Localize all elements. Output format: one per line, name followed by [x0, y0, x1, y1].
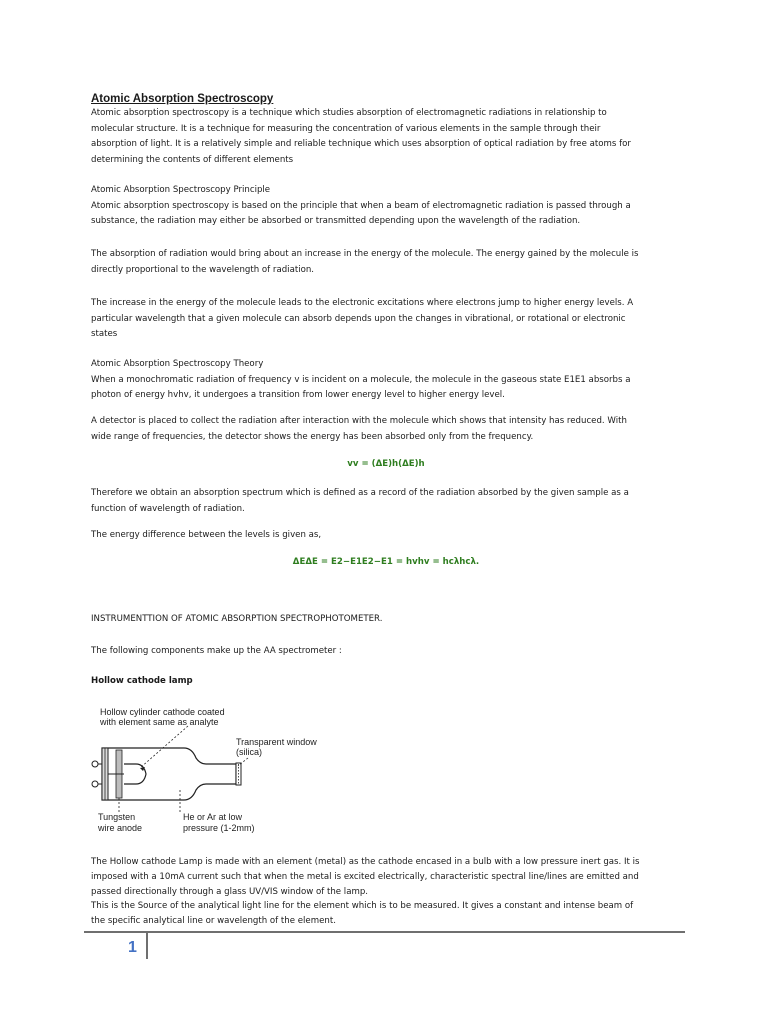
label-gas-line2: pressure (1-2mm): [183, 823, 255, 833]
instrumentation-heading: INSTRUMENTTION OF ATOMIC ABSORPTION SPECTROPHOTOMETER.: [91, 614, 383, 624]
hollow-cathode-lamp-diagram: [88, 700, 333, 840]
theory-section: [91, 357, 681, 404]
theory-line: When a monochromatic radiation of frequency v is incident on a molecule, the molecule in the gaseous state E1E1 absorbs a: [91, 374, 631, 385]
principle-line: substance, the radiation may either be absorbed or transmitted depending upon the wavelength of the radiation.: [91, 216, 581, 226]
terminal-bottom: [92, 781, 98, 787]
theory-heading: Atomic Absorption Spectroscopy Theory: [91, 359, 264, 369]
page-number-divider: [146, 933, 148, 959]
detector-line: A detector is placed to collect the radiation after interaction with the molecule which shows that intensity has reduced. With: [91, 416, 627, 426]
intro-paragraph: [91, 106, 681, 168]
absorption-paragraph: [91, 247, 681, 278]
energy-difference-text: The energy difference between the levels is given as,: [91, 530, 322, 540]
increase-line: states: [91, 329, 118, 339]
components-text: The following components make up the AA spectrometer :: [91, 646, 342, 656]
spectrum-line: function of wavelength of radiation.: [91, 503, 245, 514]
page-number: 1: [128, 939, 137, 956]
lamp-heading: Hollow cathode lamp: [91, 676, 193, 686]
principle-section: [91, 183, 681, 230]
principle-heading: Atomic Absorption Spectroscopy Principle: [91, 185, 271, 195]
spectrum-line: Therefore we obtain an absorption spectrum which is defined as a record of the radiation absorbed by the given sample as a: [91, 488, 629, 498]
label-window-line2: (silica): [236, 747, 262, 757]
absorption-line: directly proportional to the wavelength of radiation.: [91, 264, 315, 275]
spectrum-paragraph: [91, 486, 681, 517]
increase-paragraph: [91, 296, 681, 343]
intro-line: determining the contents of different elements: [91, 154, 294, 165]
lamp-paragraph: [91, 855, 681, 929]
principle-line: Atomic absorption spectroscopy is based on the principle that when a beam of electromagnetic radiation is passed through a: [91, 200, 631, 211]
theory-line: photon of energy hvhv, it undergoes a transition from lower energy level to higher energy level.: [91, 390, 505, 400]
intro-line: molecular structure. It is a technique for measuring the concentration of various elements in the sample through their: [91, 123, 601, 134]
lamp-line: passed directionally through a glass UV/VIS window of the lamp.: [91, 886, 369, 897]
label-anode-line1: Tungsten: [98, 812, 136, 822]
intro-line: Atomic absorption spectroscopy is a technique which studies absorption of electromagnetic radiations in relationship to: [91, 108, 607, 118]
label-gas-line1: He or Ar at low: [183, 812, 243, 822]
increase-line: particular wavelength that a given molecule can absorb depends upon the changes in vibrational, or rotational or electronic: [91, 313, 626, 324]
lamp-line: This is the Source of the analytical light line for the element which is to be measured. It gives a constant and intense beam of: [91, 901, 634, 912]
label-anode-line2: wire anode: [98, 823, 143, 833]
increase-line: The increase in the energy of the molecule leads to the electronic excitations where electrons jump to higher energy levels. A: [91, 298, 634, 308]
footer-rule: [84, 931, 685, 933]
label-cathode-line1: Hollow cylinder cathode coated: [100, 707, 225, 717]
document-title: Atomic Absorption Spectroscopy: [91, 93, 274, 105]
label-window-line1: Transparent window: [236, 737, 317, 747]
lamp-line: imposed with a 10mA current such that when the metal is excited electrically, characteristic spectral line/lines are emitted and: [91, 871, 639, 882]
terminal-top: [92, 761, 98, 767]
detector-line: wide range of frequencies, the detector shows the energy has been absorbed only from the frequency.: [91, 431, 534, 442]
detector-paragraph: [91, 414, 681, 445]
label-cathode-line2: with element same as analyte: [100, 717, 219, 727]
equation-energy: ΔEΔE = E2−E1E2−E1 = hvhv = hcλhcλ.: [292, 557, 480, 567]
absorption-line: The absorption of radiation would bring about an increase in the energy of the molecule. The energy gained by the molecule is: [91, 249, 639, 259]
lamp-line: the specific analytical line or wavelength of the element.: [91, 916, 336, 927]
equation-frequency: vv = (ΔE)h(ΔE)h: [347, 459, 425, 469]
lamp-line: The Hollow cathode Lamp is made with an element (metal) as the cathode encased in a bulb with a low pressure inert gas. It is: [91, 857, 640, 867]
intro-line: absorption of light. It is a relatively simple and reliable technique which uses absorption of optical radiation by free atoms for: [91, 139, 631, 149]
